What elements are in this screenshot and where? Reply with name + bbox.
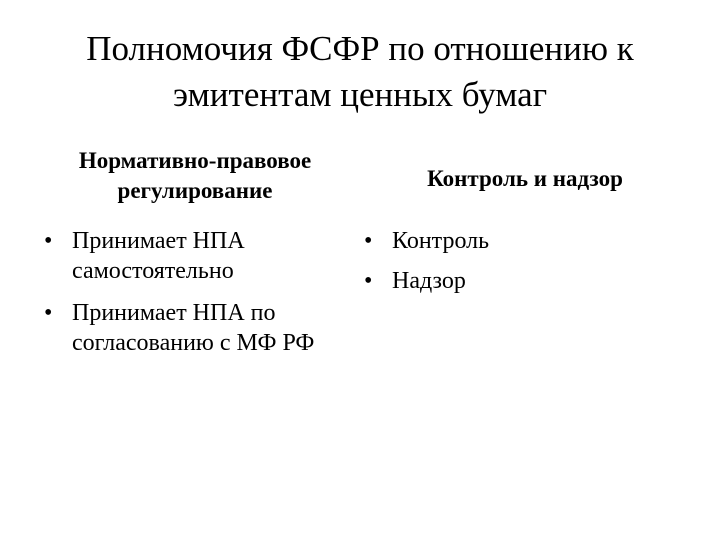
list-item	[40, 226, 350, 286]
list-item-text: Принимает НПА самостоятельно	[72, 228, 245, 284]
bullet-icon: •	[364, 228, 373, 254]
bullet-icon: •	[364, 268, 373, 294]
right-column-heading	[360, 146, 690, 212]
bullet-icon: •	[44, 300, 53, 326]
list-item-text: Контроль	[392, 228, 490, 254]
list-item-text: Принимает НПА по согласованию с МФ РФ	[72, 300, 315, 356]
left-column	[40, 146, 350, 370]
left-heading-line-1: Нормативно-правовое	[78, 148, 312, 173]
left-bullet-list	[40, 226, 350, 358]
title-line-1: Полномочия ФСФР по отношению к	[86, 29, 634, 68]
left-heading-line-2: регулирование	[117, 178, 273, 203]
list-item	[360, 266, 690, 296]
title-line-2: эмитентам ценных бумаг	[172, 75, 548, 114]
list-item	[40, 298, 350, 358]
slide-title	[40, 26, 680, 118]
right-bullet-list	[360, 226, 690, 296]
list-item-text: Надзор	[392, 268, 466, 294]
bullet-icon: •	[44, 228, 53, 254]
right-heading-text: Контроль и надзор	[427, 166, 623, 191]
right-column	[360, 146, 690, 306]
left-column-heading	[40, 146, 350, 212]
list-item	[360, 226, 690, 256]
